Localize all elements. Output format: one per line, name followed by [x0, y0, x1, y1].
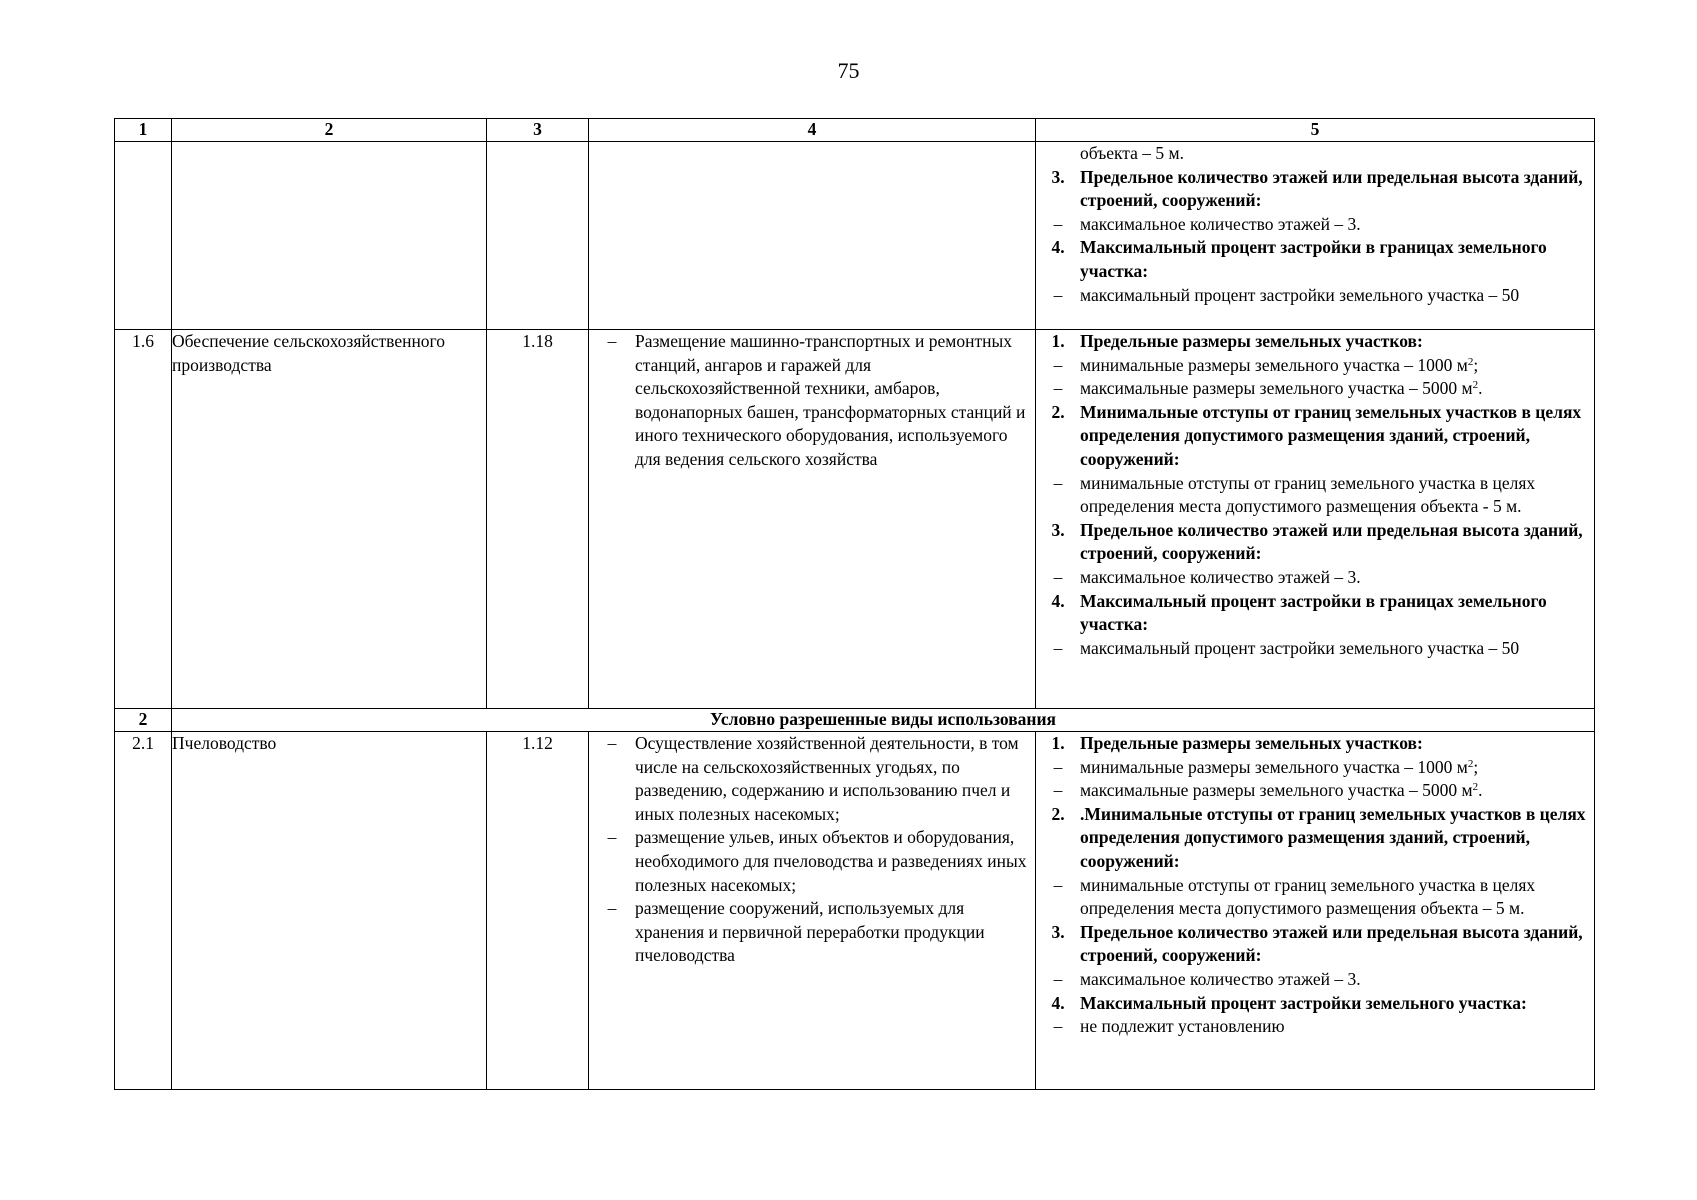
- row-parameters: [1036, 142, 1595, 330]
- item-text: [1080, 354, 1594, 378]
- item-text: [1080, 213, 1594, 237]
- section-number: 2: [115, 709, 172, 732]
- item-text-main: Предельные размеры земельных участков:: [1080, 733, 1423, 753]
- item-text-main: Размещение машинно-транспортных и ремонтных станций, ангаров и гаражей для сельскохозяйственной техники, амбаров, водонапорных башен, трансформаторных станций и иного технического оборудования, используемого для ведения сельского хозяйства: [635, 331, 1026, 469]
- item-marker: 2.: [1051, 401, 1065, 422]
- item-text-main: максимальные размеры земельного участка – 5000 м: [1080, 378, 1473, 399]
- item-text-main: максимальное количество этажей – 3.: [1080, 213, 1361, 234]
- item-text: [1080, 566, 1594, 590]
- parameter-item: [1036, 142, 1594, 166]
- item-marker: 4.: [1051, 992, 1065, 1013]
- item-text: [1080, 874, 1594, 921]
- header-cell-3: 3: [487, 119, 589, 142]
- row-description: [589, 732, 1036, 1090]
- item-marker: –: [1053, 284, 1063, 305]
- item-text-main: объекта – 5 м.: [1080, 143, 1185, 163]
- parameter-item: [1036, 968, 1594, 992]
- row-code: [487, 142, 589, 330]
- item-marker: –: [1053, 378, 1063, 399]
- parameter-item: [1036, 779, 1594, 803]
- item-marker: –: [1053, 566, 1063, 587]
- parameter-heading: [1036, 590, 1594, 637]
- parameter-item: [1036, 377, 1594, 401]
- item-text: [635, 826, 1035, 897]
- description-item: [589, 897, 1035, 968]
- regulations-table: [114, 118, 1595, 1090]
- item-text-main: минимальные размеры земельного участка – 1000 м: [1080, 354, 1468, 375]
- parameter-item: [1036, 472, 1594, 519]
- item-text: [1080, 142, 1594, 166]
- parameter-heading: [1036, 732, 1594, 756]
- row-description: [589, 142, 1036, 330]
- item-marker: 3.: [1051, 921, 1065, 942]
- item-marker: –: [1053, 874, 1063, 895]
- parameter-item: [1036, 566, 1594, 590]
- section-row-conditional-uses: [115, 709, 1595, 732]
- unit-superscript: 2: [1472, 379, 1479, 392]
- row-description: [589, 330, 1036, 709]
- item-text-main: минимальные отступы от границ земельного участка в целях определения места допустимого размещения объекта - 5 м.: [1080, 472, 1536, 517]
- item-marker: –: [607, 331, 617, 351]
- item-text-main: .Минимальные отступы от границ земельных участков в целях определения допустимого размещения зданий, строений, сооружений:: [1080, 803, 1586, 871]
- item-text: [1080, 472, 1594, 519]
- row-code: 1.12: [487, 732, 589, 1090]
- item-marker: –: [1053, 213, 1063, 234]
- unit-superscript: 2: [1472, 781, 1479, 794]
- item-text-main: не подлежит установлению: [1080, 1016, 1285, 1037]
- parameter-heading: [1036, 236, 1594, 283]
- item-text-main: минимальные отступы от границ земельного участка в целях определения места допустимого размещения объекта – 5 м.: [1080, 874, 1536, 919]
- item-marker: –: [1053, 968, 1063, 989]
- item-text-tail: ;: [1473, 354, 1479, 375]
- row-parameters: [1036, 732, 1595, 1090]
- row-number: [115, 142, 172, 330]
- item-marker: –: [607, 733, 617, 753]
- item-marker: [1036, 142, 1080, 166]
- item-text-tail: .: [1478, 780, 1483, 801]
- item-text: [635, 732, 1035, 826]
- parameter-item: [1036, 756, 1594, 780]
- item-text: [635, 330, 1035, 472]
- item-text: [1080, 236, 1594, 283]
- item-text-main: размещение ульев, иных объектов и оборудования, необходимого для пчеловодства и разведениях иных полезных насекомых;: [635, 827, 1027, 895]
- item-text: [1080, 284, 1594, 308]
- item-text: [1080, 732, 1594, 756]
- item-text-main: максимальный процент застройки земельного участка – 50: [1080, 284, 1520, 305]
- table-row-continuation: [115, 142, 1595, 330]
- section-title: Условно разрешенные виды использования: [172, 709, 1595, 732]
- item-text-main: максимальное количество этажей – 3.: [1080, 968, 1361, 989]
- parameter-item: [1036, 874, 1594, 921]
- parameter-item: [1036, 284, 1594, 308]
- item-text: [1080, 756, 1594, 780]
- item-text-main: Максимальный процент застройки в границах земельного участка:: [1080, 237, 1547, 281]
- parameter-heading: [1036, 803, 1594, 874]
- parameter-item: [1036, 637, 1594, 661]
- item-text-tail: ;: [1473, 756, 1479, 777]
- item-text-main: максимальные размеры земельного участка – 5000 м: [1080, 780, 1473, 801]
- description-item: [589, 732, 1035, 826]
- parameter-item: [1036, 213, 1594, 237]
- item-marker: –: [607, 827, 617, 848]
- row-name: [172, 142, 487, 330]
- parameter-item: [1036, 354, 1594, 378]
- item-text: [1080, 1015, 1594, 1039]
- description-item: [589, 330, 1035, 472]
- item-text: [1080, 968, 1594, 992]
- header-cell-2: 2: [172, 119, 487, 142]
- parameter-heading: [1036, 166, 1594, 213]
- item-marker: 4.: [1051, 590, 1065, 611]
- item-marker: –: [1053, 1016, 1063, 1037]
- row-code: 1.18: [487, 330, 589, 709]
- row-name: Обеспечение сельскохозяйственного производства: [172, 330, 487, 709]
- row-name: Пчеловодство: [172, 732, 487, 1090]
- unit-superscript: 2: [1467, 757, 1474, 770]
- item-marker: 4.: [1051, 237, 1065, 258]
- item-text: [635, 897, 1035, 968]
- item-text: [1080, 166, 1594, 213]
- parameter-heading: [1036, 519, 1594, 566]
- parameter-item: [1036, 1015, 1594, 1039]
- item-marker: –: [1053, 637, 1063, 658]
- item-marker: 3.: [1051, 166, 1065, 187]
- item-text: [1080, 519, 1594, 566]
- item-text-main: Минимальные отступы от границ земельных участков в целях определения допустимого размещения зданий, строений, сооружений:: [1080, 401, 1582, 469]
- row-parameters: [1036, 330, 1595, 709]
- item-text-main: Предельное количество этажей или предельная высота зданий, строений, сооружений:: [1080, 166, 1583, 211]
- item-text-main: Предельные размеры земельных участков:: [1080, 331, 1423, 351]
- item-text-main: минимальные размеры земельного участка – 1000 м: [1080, 756, 1468, 777]
- item-text: [1080, 779, 1594, 803]
- item-text: [1080, 637, 1594, 661]
- item-marker: –: [1053, 472, 1063, 493]
- table-header-row: [115, 119, 1595, 142]
- row-number: 2.1: [115, 732, 172, 1090]
- item-text-main: максимальный процент застройки земельного участка – 50: [1080, 637, 1520, 658]
- item-marker: –: [1053, 354, 1063, 375]
- item-text: [1080, 377, 1594, 401]
- item-marker: –: [1053, 780, 1063, 801]
- parameter-heading: [1036, 992, 1594, 1016]
- item-text-main: Максимальный процент застройки в границах земельного участка:: [1080, 590, 1547, 635]
- item-text: [1080, 330, 1594, 354]
- item-text: [1080, 992, 1594, 1016]
- parameter-heading: [1036, 401, 1594, 472]
- item-text: [1080, 921, 1594, 968]
- item-text-main: Предельное количество этажей или предельная высота зданий, строений, сооружений:: [1080, 921, 1583, 966]
- row-number: 1.6: [115, 330, 172, 709]
- item-marker: –: [1053, 756, 1063, 777]
- item-text: [1080, 401, 1594, 472]
- parameter-heading: [1036, 330, 1594, 354]
- table-row-1-6: [115, 330, 1595, 709]
- item-text-tail: .: [1478, 378, 1483, 399]
- item-text-main: максимальное количество этажей – 3.: [1080, 566, 1361, 587]
- page-number: 75: [837, 58, 860, 83]
- item-text-main: Максимальный процент застройки земельного участка:: [1080, 992, 1527, 1013]
- item-marker: 3.: [1051, 519, 1065, 540]
- item-text: [1080, 590, 1594, 637]
- item-text-main: Осуществление хозяйственной деятельности, в том числе на сельскохозяйственных угодьях, по разведению, содержанию и использованию пчел и иных полезных насекомых;: [635, 733, 1019, 824]
- header-cell-1: 1: [115, 119, 172, 142]
- header-cell-4: 4: [589, 119, 1036, 142]
- description-item: [589, 826, 1035, 897]
- table-row-2-1: [115, 732, 1595, 1090]
- unit-superscript: 2: [1467, 355, 1474, 368]
- item-text-main: размещение сооружений, используемых для хранения и первичной переработки продукции пчеловодства: [635, 898, 985, 966]
- parameter-heading: [1036, 921, 1594, 968]
- item-text-main: Предельное количество этажей или предельная высота зданий, строений, сооружений:: [1080, 519, 1583, 564]
- header-cell-5: 5: [1036, 119, 1595, 142]
- item-marker: 1.: [1051, 331, 1065, 351]
- item-marker: –: [607, 898, 617, 919]
- item-marker: 1.: [1051, 733, 1065, 753]
- item-marker: 2.: [1051, 803, 1065, 824]
- item-text: [1080, 803, 1594, 874]
